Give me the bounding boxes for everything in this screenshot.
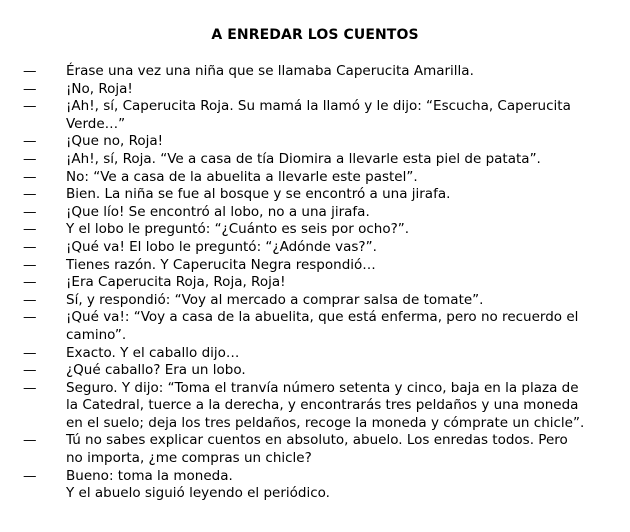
dialogue-line [0, 204, 630, 222]
page-title: A ENREDAR LOS CUENTOS [211, 27, 419, 43]
dialogue-dash: — [23, 344, 37, 361]
dialogue-dash: — [23, 63, 37, 79]
dialogue-dash: — [23, 150, 37, 167]
dialogue-dash: — [23, 186, 37, 203]
dialogue-text: Tienes razón. Y Caperucita Negra respondió… [66, 256, 376, 273]
dialogue-dash: — [23, 80, 37, 97]
dialogue-line [0, 221, 630, 239]
dialogue-text: Bien. La niña se fue al bosque y se encontró a una jirafa. [66, 186, 451, 203]
dialogue-dash: — [23, 98, 37, 115]
dialogue-text: ¿Qué caballo? Era un lobo. [66, 362, 246, 379]
dialogue-text: Érase una vez una niña que se llamaba Caperucita Amarilla. [66, 63, 474, 79]
dialogue-line [0, 133, 630, 151]
dialogue-line [0, 81, 630, 99]
dialogue-line [0, 432, 630, 467]
dialogue-dash: — [23, 309, 37, 326]
dialogue-dash: — [23, 133, 37, 150]
dialogue-dash: — [23, 362, 37, 379]
dialogue-line [0, 257, 630, 275]
dialogue-line [0, 239, 630, 257]
dialogue-text: Seguro. Y dijo: “Toma el tranvía número setenta y cinco, baja en la plaza de la Catedral, tuerce a la derecha, y encontrarás tres peldaños y una moneda en el suelo; deja los tres peldaños, recoge la moneda y cómprate un chicle”. [66, 379, 585, 431]
dialogue-text: ¡Qué va! El lobo le preguntó: “¿Adónde vas?”. [66, 238, 377, 255]
dialogue-line [0, 63, 630, 81]
dialogue-dash: — [23, 379, 37, 396]
dialogue-line [0, 380, 630, 433]
dialogue-text: Tú no sabes explicar cuentos en absoluto, abuelo. Los enredas todos. Pero no importa, ¿me compras un chicle? [66, 432, 568, 467]
dialogue-line [0, 468, 630, 486]
dialogue-text: ¡Que lío! Se encontró al lobo, no a una jirafa. [66, 203, 370, 220]
dialogue-dash: — [23, 203, 37, 220]
dialogue-text: ¡Qué va!: “Voy a casa de la abuelita, que está enferma, pero no recuerdo el camino”. [66, 309, 579, 343]
dialogue-text: No: “Ve a casa de la abuelita a llevarle este pastel”. [66, 168, 418, 185]
dialogue-text: ¡Era Caperucita Roja, Roja, Roja! [66, 274, 286, 291]
dialogue-dash: — [23, 467, 37, 484]
dialogue-line [0, 309, 630, 344]
dialogue-text: ¡Ah!, sí, Caperucita Roja. Su mamá la llamó y le dijo: “Escucha, Caperucita Verde…” [66, 98, 571, 132]
dialogue-dash: — [23, 274, 37, 291]
dialogue-dash: — [23, 291, 37, 308]
dialogue-list [0, 63, 630, 503]
dialogue-text: ¡No, Roja! [66, 80, 133, 97]
dialogue-line [0, 274, 630, 292]
dialogue-text: Y el lobo le preguntó: “¿Cuánto es seis por ocho?”. [66, 221, 410, 238]
dialogue-line [0, 292, 630, 310]
dialogue-line [0, 151, 630, 169]
dialogue-text: Exacto. Y el caballo dijo… [66, 344, 240, 361]
dialogue-line [0, 98, 630, 133]
dialogue-dash: — [23, 432, 37, 449]
dialogue-line [0, 485, 630, 503]
dialogue-line [0, 169, 630, 187]
dialogue-line [0, 186, 630, 204]
dialogue-line [0, 362, 630, 380]
dialogue-text: Sí, y respondió: “Voy al mercado a comprar salsa de tomate”. [66, 291, 484, 308]
dialogue-line [0, 345, 630, 363]
dialogue-text: ¡Que no, Roja! [66, 133, 164, 150]
dialogue-dash: — [23, 256, 37, 273]
dialogue-dash: — [23, 168, 37, 185]
dialogue-dash: — [23, 221, 37, 238]
dialogue-dash [0, 485, 66, 503]
dialogue-text: Y el abuelo siguió leyendo el periódico. [66, 485, 330, 502]
dialogue-text: Bueno: toma la moneda. [66, 467, 233, 484]
dialogue-text: ¡Ah!, sí, Roja. “Ve a casa de tía Diomira a llevarle esta piel de patata”. [66, 150, 541, 167]
dialogue-dash: — [23, 238, 37, 255]
